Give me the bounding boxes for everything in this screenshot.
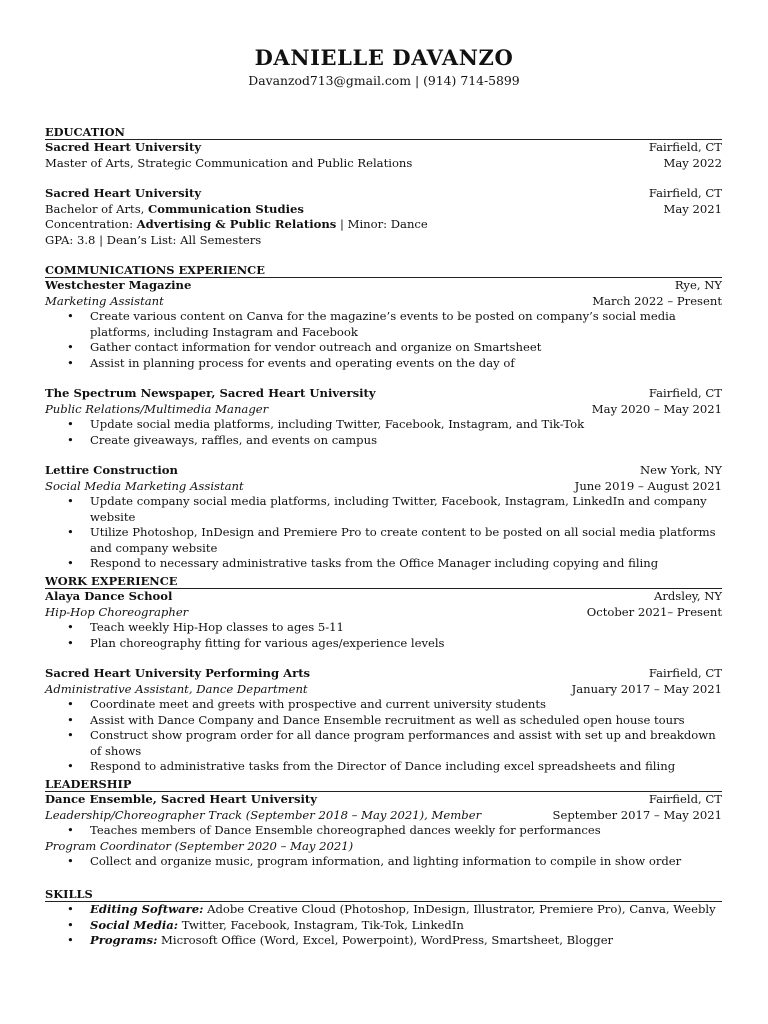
role: Leadership/Choreographer Track (September 2018 – May 2021), Member [45, 807, 482, 822]
education-entry [45, 140, 722, 171]
location: Fairfield, CT [648, 792, 722, 806]
job-title: Social Media Marketing Assistant [45, 478, 244, 493]
date: May 2022 [663, 155, 722, 170]
leadership-section [45, 777, 722, 870]
bullet-list [45, 620, 722, 651]
date: June 2019 – August 2021 [574, 478, 722, 493]
bullet-list [45, 697, 722, 775]
job-entry [45, 278, 722, 371]
job-entry [45, 386, 722, 448]
list-item: • Update social media platforms, including Twitter, Facebook, Instagram, and Tik-Tok [45, 417, 722, 433]
section-heading: WORK EXPERIENCE [45, 574, 722, 589]
location: New York, NY [640, 463, 722, 477]
list-item: • Utilize Photoshop, InDesign and Premiere Pro to create content to be posted on all social media platforms and company website [45, 525, 722, 556]
contact-line: Davanzod713@gmail.com | (914) 714-5899 [248, 73, 520, 88]
date: October 2021– Present [586, 604, 722, 619]
bullet-list [45, 854, 722, 870]
bullet-list [45, 494, 722, 572]
skills-section [45, 887, 722, 949]
organization: The Spectrum Newspaper, Sacred Heart University [45, 386, 376, 400]
location: Rye, NY [674, 278, 722, 292]
skill-item: • Editing Software: Adobe Creative Cloud (Photoshop, InDesign, Illustrator, Premiere Pro), Canva, Weebly [45, 902, 722, 918]
bullet-list [45, 417, 722, 448]
degree: Bachelor of Arts, Communication Studies [45, 201, 304, 216]
list-item: • Respond to necessary administrative tasks from the Office Manager including copying and filing [45, 556, 722, 572]
list-item: • Gather contact information for vendor outreach and organize on Smartsheet [45, 340, 722, 356]
date: September 2017 – May 2021 [552, 807, 722, 822]
role: Program Coordinator (September 2020 – May 2021) [45, 838, 354, 853]
date: January 2017 – May 2021 [571, 681, 722, 696]
organization: Alaya Dance School [45, 589, 173, 603]
list-item: • Create various content on Canva for the magazine’s events to be posted on company’s social media platforms, including Instagram and Facebook [45, 309, 722, 340]
bullet-list [45, 309, 722, 371]
school-name: Sacred Heart University [45, 140, 202, 154]
work-section [45, 574, 722, 775]
list-item: • Update company social media platforms, including Twitter, Facebook, Instagram, LinkedIn and company website [45, 494, 722, 525]
skill-item: • Social Media: Twitter, Facebook, Instagram, Tik-Tok, LinkedIn [45, 918, 722, 934]
degree: Master of Arts, Strategic Communication and Public Relations [45, 155, 413, 170]
job-title: Public Relations/Multimedia Manager [45, 401, 269, 416]
education-entry [45, 186, 722, 248]
job-title: Marketing Assistant [45, 293, 164, 308]
bullet-list [45, 823, 722, 839]
concentration: Concentration: Advertising & Public Relations | Minor: Dance [45, 217, 428, 231]
location: Fairfield, CT [648, 666, 722, 680]
communications-section [45, 263, 722, 572]
section-heading: LEADERSHIP [45, 777, 722, 792]
list-item: • Assist in planning process for events and operating events on the day of [45, 356, 722, 372]
list-item: • Plan choreography fitting for various ages/experience levels [45, 636, 722, 652]
resume-name: DANIELLE DAVANZO [254, 45, 514, 70]
job-entry [45, 463, 722, 572]
location: Fairfield, CT [648, 186, 722, 200]
job-entry [45, 589, 722, 651]
section-heading: EDUCATION [45, 125, 722, 140]
list-item: • Assist with Dance Company and Dance Ensemble recruitment as well as scheduled open house tours [45, 713, 722, 729]
location: Ardsley, NY [653, 589, 722, 603]
location: Fairfield, CT [648, 140, 722, 154]
organization: Lettire Construction [45, 463, 178, 477]
date: March 2022 – Present [592, 293, 722, 308]
list-item: • Construct show program order for all dance program performances and assist with set up and breakdown of shows [45, 728, 722, 759]
organization: Dance Ensemble, Sacred Heart University [45, 792, 317, 806]
job-title: Hip-Hop Choreographer [45, 604, 189, 619]
skill-item: • Programs: Microsoft Office (Word, Excel, Powerpoint), WordPress, Smartsheet, Blogger [45, 933, 722, 949]
list-item: • Respond to administrative tasks from the Director of Dance including excel spreadsheets and filing [45, 759, 722, 775]
list-item: • Teaches members of Dance Ensemble choreographed dances weekly for performances [45, 823, 722, 839]
gpa: GPA: 3.8 | Dean’s List: All Semesters [45, 232, 262, 247]
school-name: Sacred Heart University [45, 186, 202, 200]
date: May 2021 [663, 201, 722, 216]
section-heading: COMMUNICATIONS EXPERIENCE [45, 263, 722, 278]
organization: Sacred Heart University Performing Arts [45, 666, 311, 680]
list-item: • Collect and organize music, program information, and lighting information to compile in show order [45, 854, 722, 870]
section-heading: SKILLS [45, 887, 722, 902]
education-section [45, 125, 722, 248]
job-title: Administrative Assistant, Dance Department [45, 681, 308, 696]
job-entry [45, 666, 722, 775]
date: May 2020 – May 2021 [591, 401, 722, 416]
list-item: • Create giveaways, raffles, and events on campus [45, 433, 722, 449]
organization: Westchester Magazine [45, 278, 192, 292]
list-item: • Teach weekly Hip-Hop classes to ages 5-11 [45, 620, 722, 636]
list-item: • Coordinate meet and greets with prospective and current university students [45, 697, 722, 713]
skills-list [45, 902, 722, 949]
location: Fairfield, CT [648, 386, 722, 400]
